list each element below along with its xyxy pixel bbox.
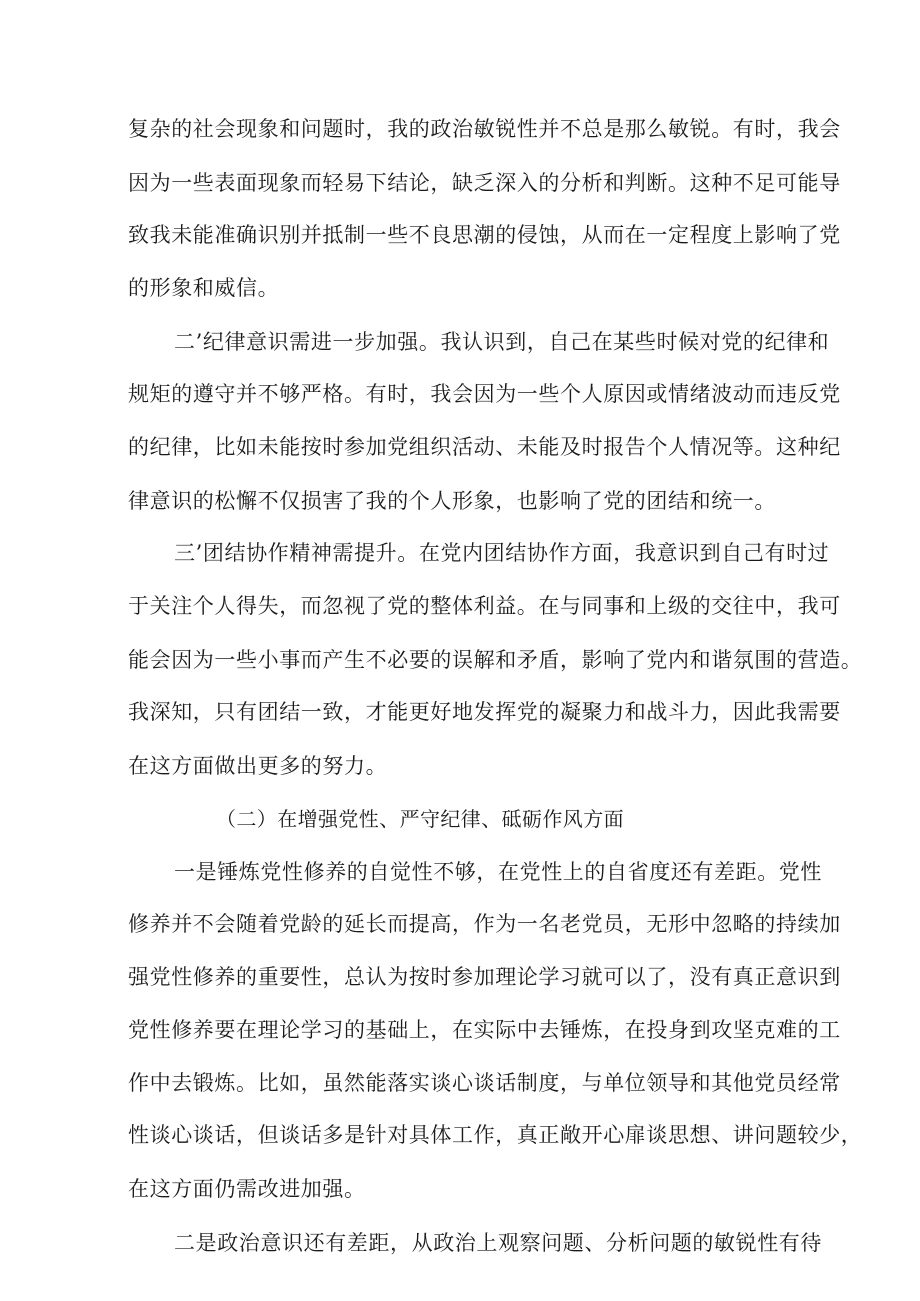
paragraph-line: 因为一些表面现象而轻易下结论，缺乏深入的分析和判断。这种不足可能导: [128, 171, 841, 195]
paragraph-line: 性谈心谈话，但谈话多是针对具体工作，真正敞开心扉谈思想、讲问题较少，: [128, 1123, 863, 1147]
paragraph-line: 致我未能准确识别并抵制一些不良思潮的侵蚀，从而在一定程度上影响了党: [128, 223, 841, 247]
paragraph-line: 于关注个人得失，而忽视了党的整体利益。在与同事和上级的交往中，我可: [128, 594, 841, 618]
paragraph-line: 强党性修养的重要性，总认为按时参加理论学习就可以了，没有真正意识到: [128, 965, 841, 989]
paragraph-line: 三’团结协作精神需提升。在党内团结协作方面，我意识到自己有时过: [174, 541, 830, 565]
paragraph-line: 二是政治意识还有差距，从政治上观察问题、分析问题的敏锐性有待: [174, 1231, 822, 1255]
paragraph-line: 规矩的遵守并不够严格。有时，我会因为一些个人原因或情绪波动而违反党: [128, 382, 841, 406]
section-heading: （二）在增强党性、严守纪律、砥砺作风方面: [216, 807, 624, 831]
paragraph-line: 一是锤炼党性修养的自觉性不够，在党性上的自省度还有差距。党性: [174, 860, 822, 884]
paragraph-line: 二’纪律意识需进一步加强。我认识到，自己在某些时候对党的纪律和: [174, 330, 830, 354]
paragraph-line: 的纪律，比如未能按时参加党组织活动、未能及时报告个人情况等。这种纪: [128, 435, 841, 459]
paragraph-line: 在这方面做出更多的努力。: [128, 754, 388, 778]
paragraph-line: 党性修养要在理论学习的基础上，在实际中去锤炼，在投身到攻坚克难的工: [128, 1018, 841, 1042]
paragraph-line: 作中去锻炼。比如，虽然能落实谈心谈话制度，与单位领导和其他党员经常: [128, 1071, 841, 1095]
paragraph-line: 律意识的松懈不仅损害了我的个人形象，也影响了党的团结和统一。: [128, 489, 776, 513]
paragraph-line: 我深知，只有团结一致，才能更好地发挥党的凝聚力和战斗力，因此我需要: [128, 700, 841, 724]
paragraph-line: 的形象和威信。: [128, 276, 280, 300]
paragraph-line: 能会因为一些小事而产生不必要的误解和矛盾，影响了党内和谐氛围的营造。: [128, 648, 863, 672]
paragraph-line: 复杂的社会现象和问题时，我的政治敏锐性并不总是那么敏锐。有时，我会: [128, 117, 841, 141]
paragraph-line: 修养并不会随着党龄的延长而提高，作为一名老党员，无形中忽略的持续加: [128, 912, 841, 936]
paragraph-line: 在这方面仍需改进加强。: [128, 1177, 366, 1201]
